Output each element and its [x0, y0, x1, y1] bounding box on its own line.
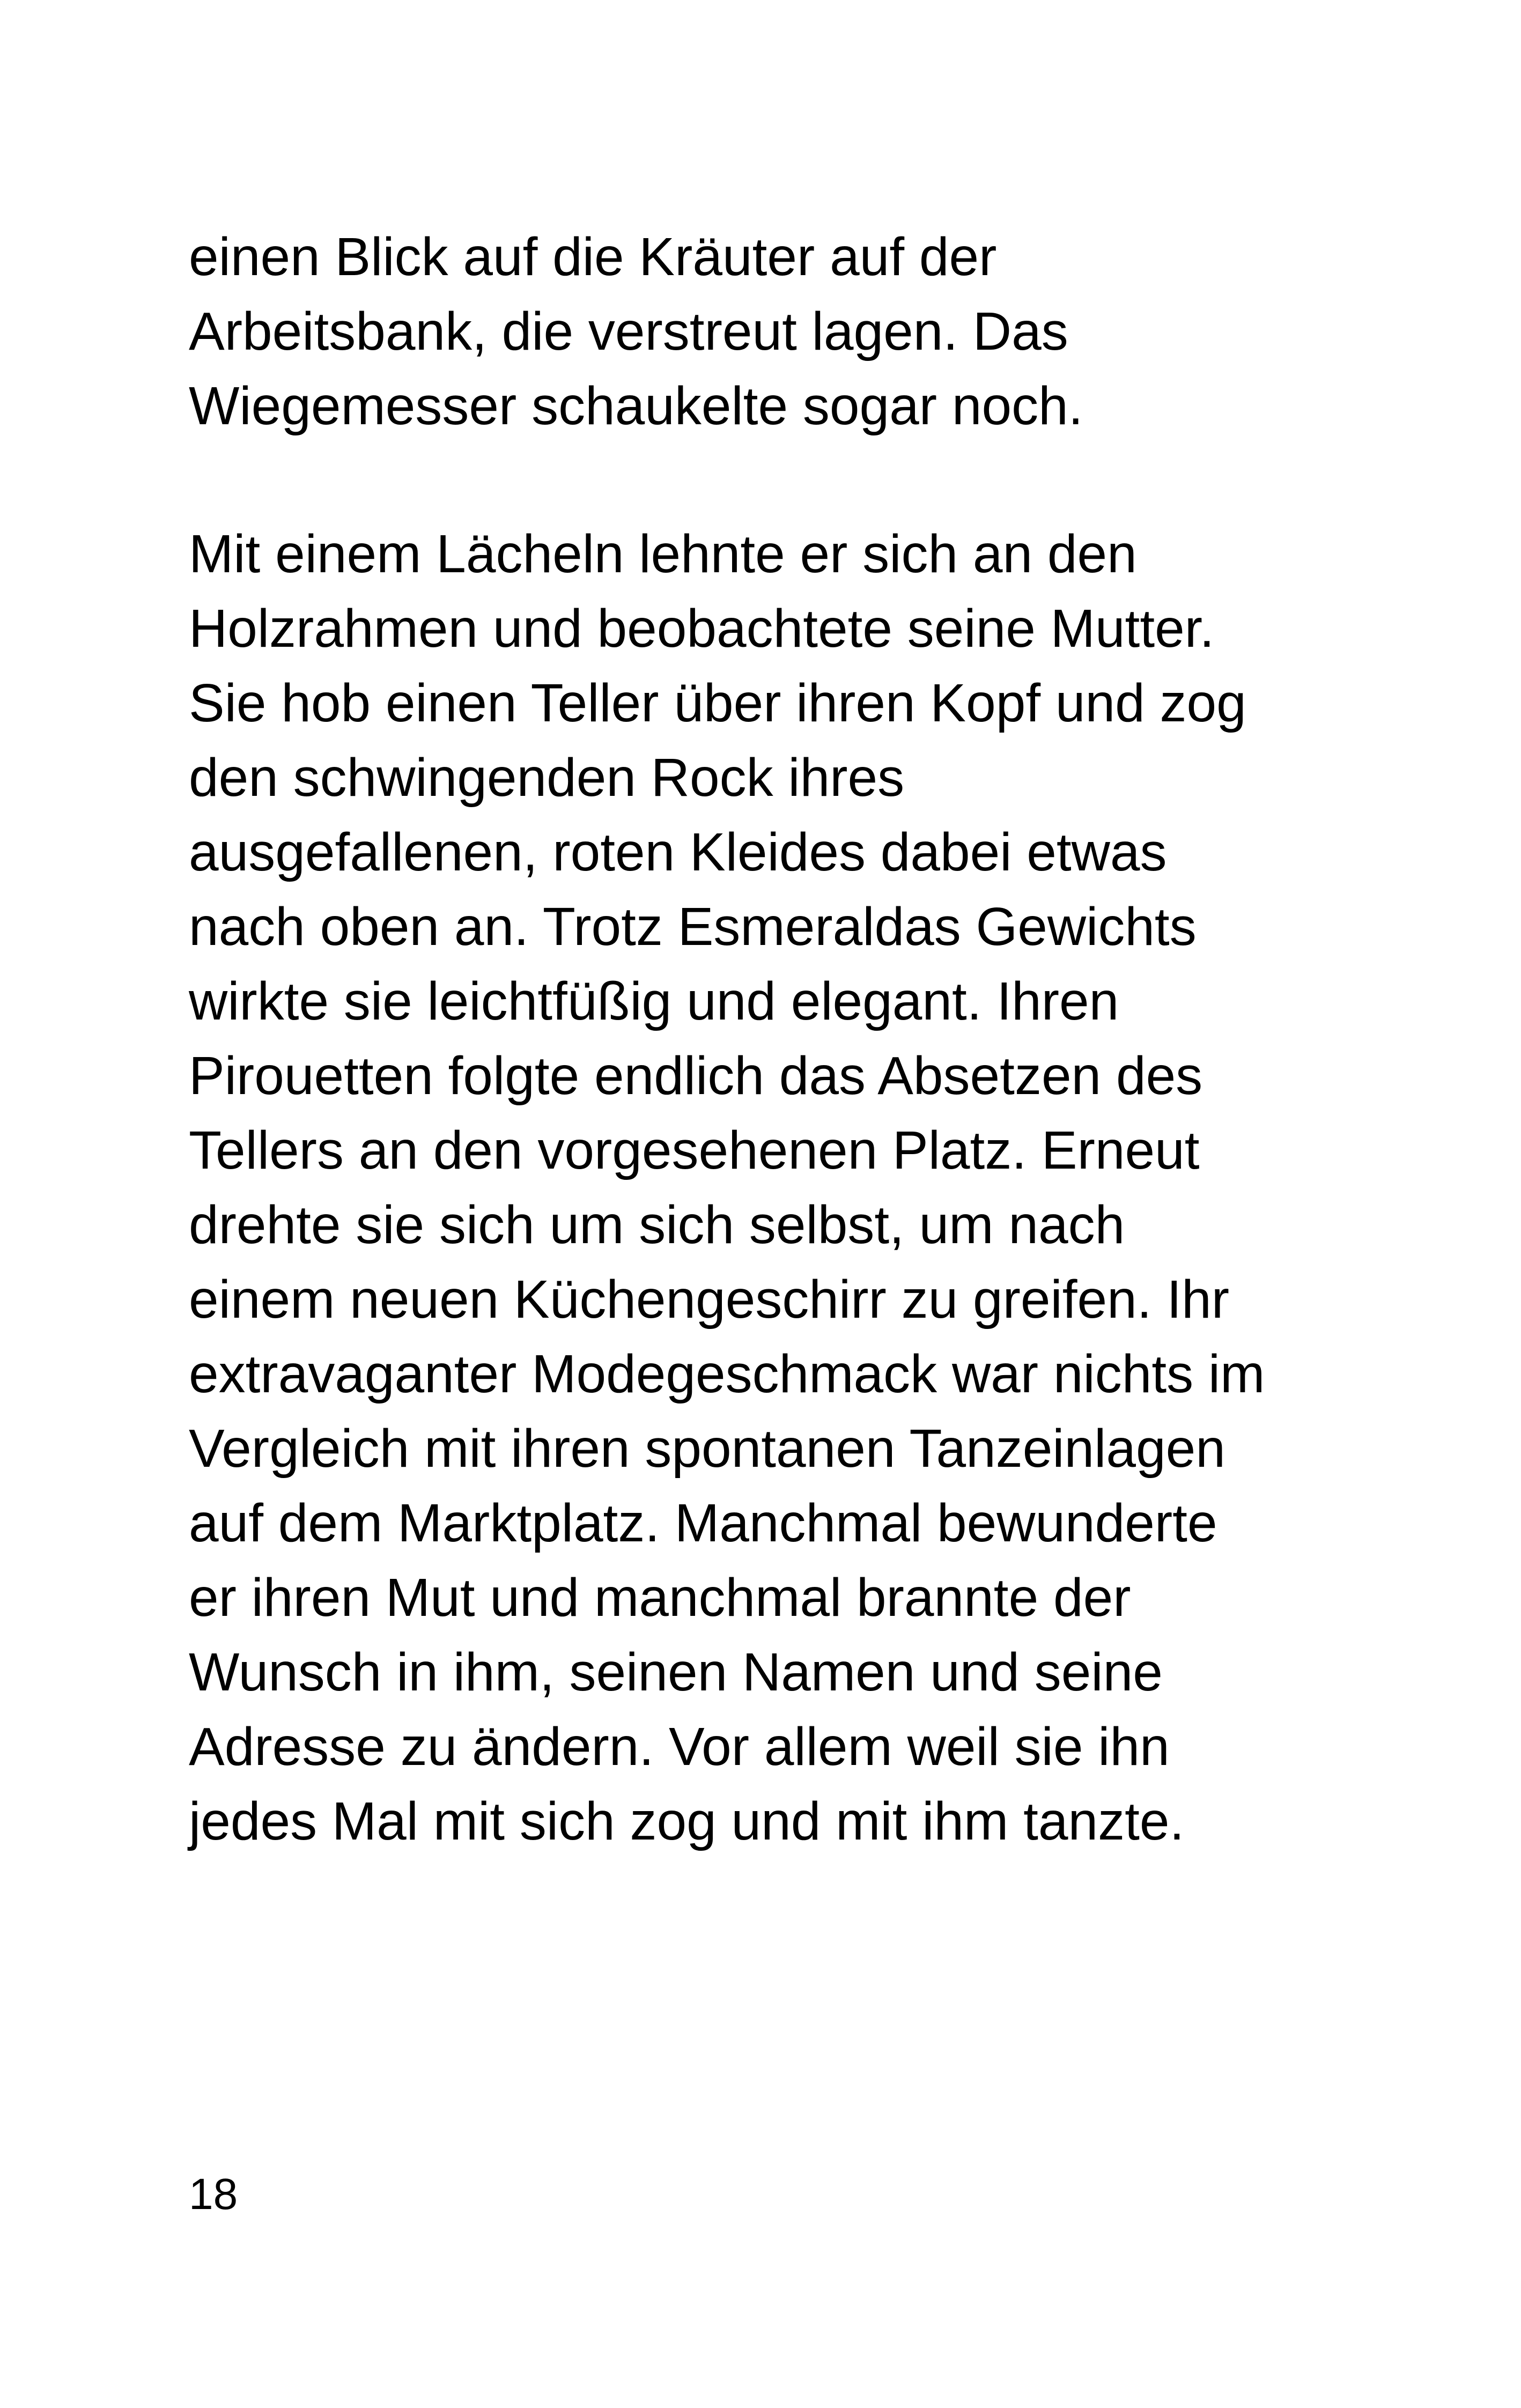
page-number: 18 — [189, 2170, 238, 2219]
paragraph-1: einen Blick auf die Kräuter auf der Arbeitsbank, die verstreut lagen. Das Wiegemesser schaukelte sogar noch. — [189, 227, 1083, 436]
paragraph-2: Mit einem Lächeln lehnte er sich an den Holzrahmen und beobachtete seine Mutter. Sie hob einen Teller über ihren Kopf und zog den schwingenden Rock ihres ausgefallenen, roten Kleides dabei etwas nach oben an. Trotz Esmeraldas Gewichts wirkte sie leichtfüßig und elegant. Ihren Pirouetten folgte endlich das Absetzen des Tellers an den vorgesehenen Platz. Erneut drehte sie sich um sich selbst, um nach einem neuen Küchengeschirr zu greifen. Ihr extravaganter Modegeschmack war nichts im Vergleich mit ihren spontanen Tanzeinlagen auf dem Marktplatz. Manchmal bewunderte er ihren Mut und manchmal brannte der Wunsch in ihm, seinen Namen und seine Adresse zu ändern. Vor allem weil sie ihn jedes Mal mit sich zog und mit ihm tanzte. — [189, 524, 1265, 1851]
